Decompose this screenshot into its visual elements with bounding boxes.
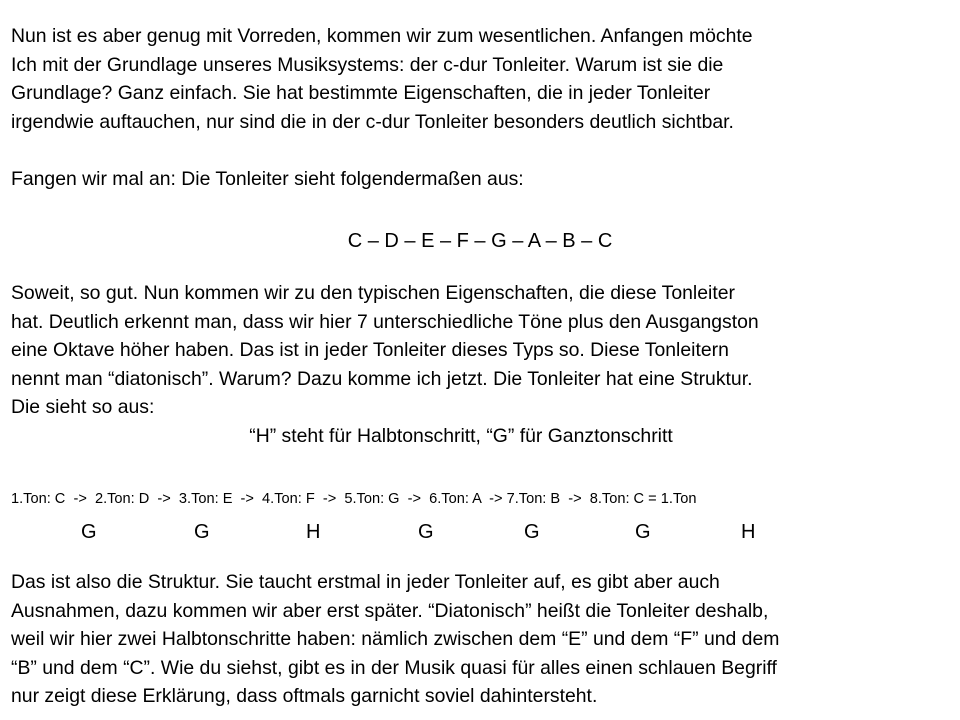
text-line: Soweit, so gut. Nun kommen wir zu den typischen Eigenschaften, die diese Tonleiter	[11, 282, 735, 304]
text-line: Fangen wir mal an: Die Tonleiter sieht folgendermaßen aus:	[11, 168, 524, 190]
interval-label: G	[418, 521, 434, 543]
text-line: Nun ist es aber genug mit Vorreden, kommen wir zum wesentlichen. Anfangen möchte	[11, 25, 753, 47]
scale-intro-paragraph	[11, 165, 959, 194]
text-line: Die sieht so aus:	[11, 396, 155, 418]
interval-row	[0, 514, 960, 548]
text-line: irgendwie auftauchen, nur sind die in der c-dur Tonleiter besonders deutlich sichtbar.	[11, 110, 734, 133]
text-line: hat. Deutlich erkennt man, dass wir hier 7 unterschiedliche Töne plus den Ausgangston	[11, 310, 759, 333]
text-line: Ausnahmen, dazu kommen wir aber erst später. “Diatonisch” heißt die Tonleiter deshalb,	[11, 599, 769, 622]
interval-label: H	[741, 521, 756, 543]
text-line: nur zeigt diese Erklärung, dass oftmals garnicht soviel dahintersteht.	[11, 685, 598, 707]
text-line: Das ist also die Struktur. Sie taucht erstmal in jeder Tonleiter auf, es gibt aber auch	[11, 571, 720, 593]
tone-steps	[11, 489, 959, 509]
intro-paragraph	[11, 22, 959, 136]
scale-text: C – D – E – F – G – A – B – C	[347, 230, 613, 252]
interval-label: G	[635, 521, 651, 543]
scale-notes	[0, 227, 960, 256]
text-line: eine Oktave höher haben. Das ist in jeder Tonleiter dieses Typs so. Diese Tonleitern	[11, 339, 729, 361]
text-line: weil wir hier zwei Halbtonschritte haben: nämlich zwischen dem “E” und dem “F” und dem	[11, 628, 780, 650]
interval-label: H	[306, 521, 321, 543]
text-line: nennt man “diatonisch”. Warum? Dazu komme ich jetzt. Die Tonleiter hat eine Struktur.	[11, 367, 753, 390]
text-line: Grundlage? Ganz einfach. Sie hat bestimmte Eigenschaften, die in jeder Tonleiter	[11, 82, 711, 104]
interval-label: G	[524, 521, 540, 543]
interval-label: G	[81, 521, 97, 543]
properties-paragraph	[11, 279, 959, 422]
interval-legend	[0, 422, 922, 451]
legend-text: “H” steht für Halbtonschritt, “G” für Ganztonschritt	[249, 425, 673, 447]
text-line: Ich mit der Grundlage unseres Musiksystems: der c-dur Tonleiter. Warum ist sie die	[11, 53, 724, 76]
conclusion-paragraph	[11, 568, 959, 711]
steps-text: 1.Ton: C -> 2.Ton: D -> 3.Ton: E -> 4.Ton: F -> 5.Ton: G -> 6.Ton: A -> 7.Ton: B -> 8.Ton: C = 1.Ton	[11, 491, 697, 507]
interval-label: G	[194, 521, 210, 543]
text-line: “B” und dem “C”. Wie du siehst, gibt es in der Musik quasi für alles einen schlauen Begriff	[11, 656, 777, 679]
